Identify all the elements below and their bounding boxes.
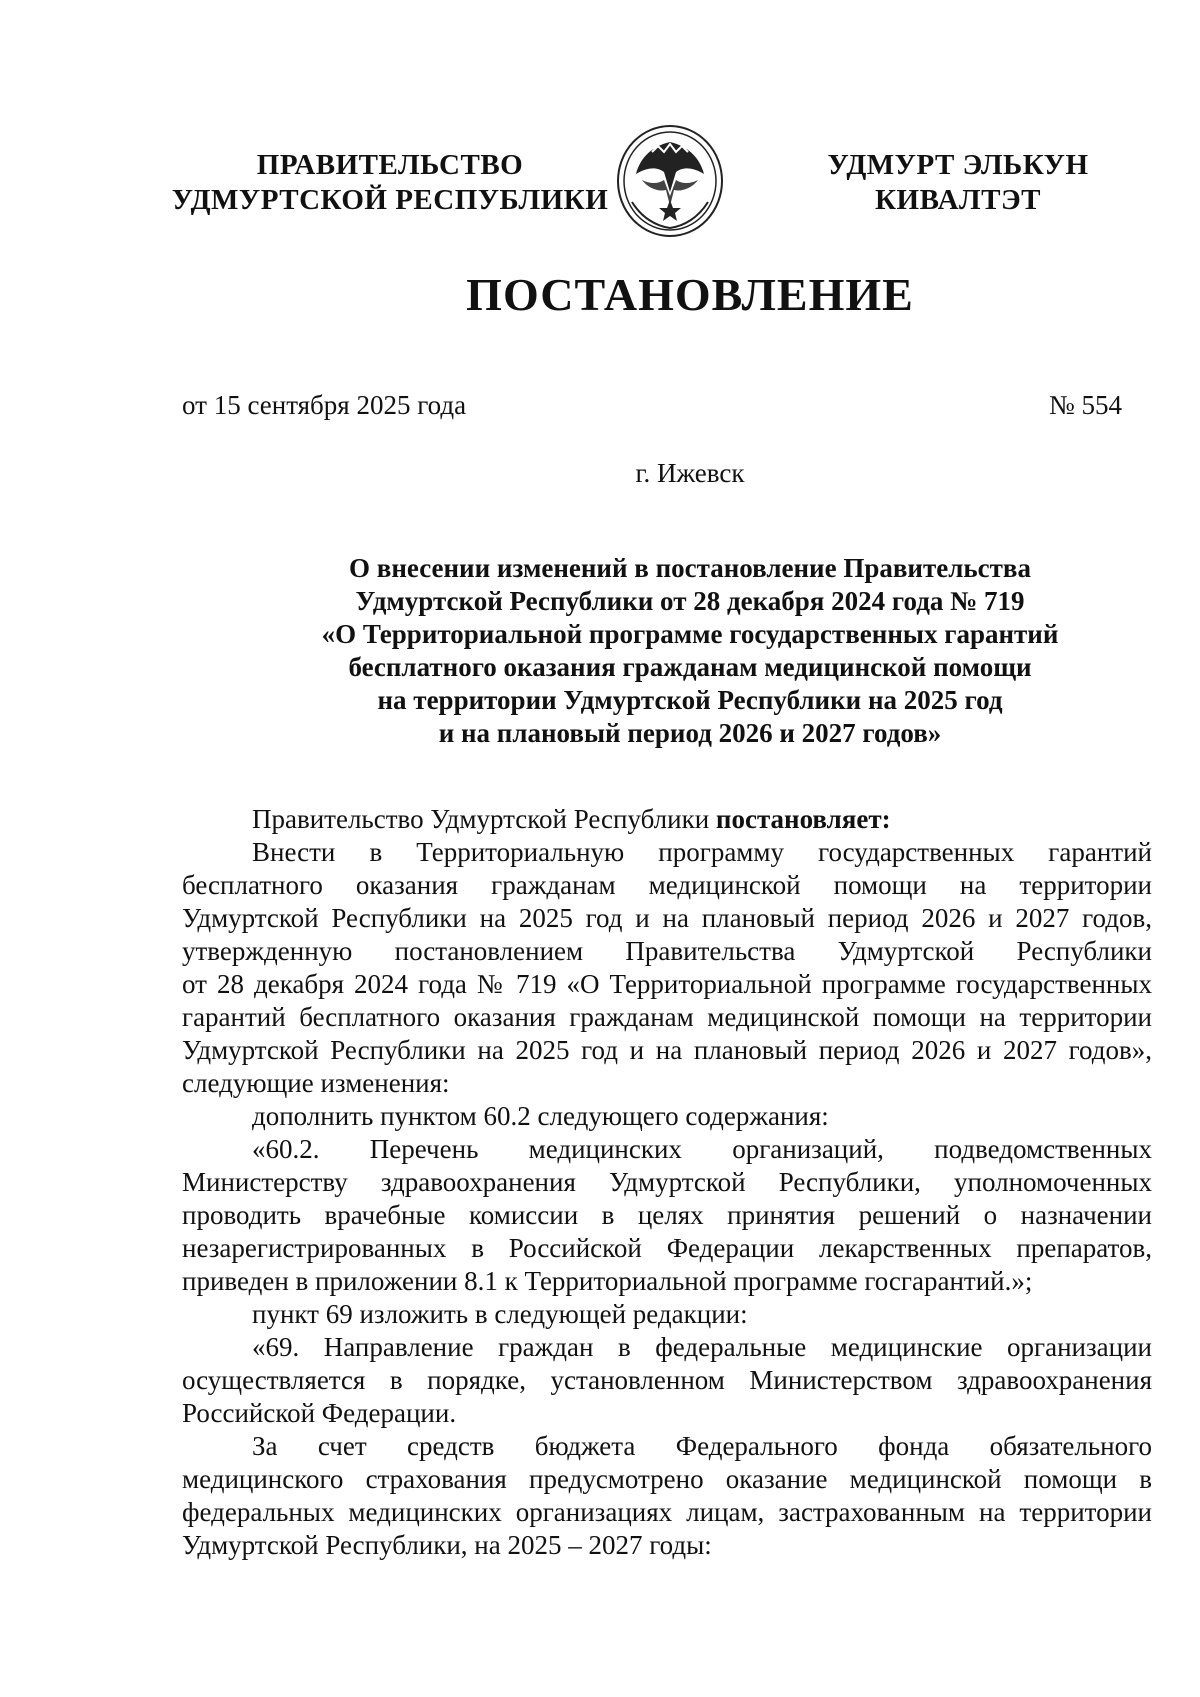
paragraph-line: Удмуртской Республики на 2025 год и на плановый период 2026 и 2027 годов»,: [182, 1035, 1152, 1065]
document-city: г. Ижевск: [635, 458, 745, 488]
subject-line: и на плановый период 2026 и 2027 годов»: [438, 718, 942, 748]
document-number: № 554: [1048, 390, 1122, 420]
paragraph-line: проводить врачебные комиссии в целях принятия решений о назначении: [182, 1200, 1152, 1230]
paragraph-line: незарегистрированных в Российской Федерации лекарственных препаратов,: [182, 1233, 1152, 1263]
paragraph-line: Внести в Территориальную программу государственных гарантий: [252, 837, 1152, 867]
subject-line: бесплатного оказания гражданам медицинской помощи: [348, 652, 1032, 682]
paragraph-line: осуществляется в порядке, установленном Министерством здравоохранения: [182, 1365, 1152, 1395]
issuer-name-udm: [808, 148, 1108, 218]
paragraph-line: «69. Направление граждан в федеральные медицинские организации: [252, 1332, 1152, 1362]
paragraph-point-69: [182, 1331, 1152, 1430]
document-subject: [220, 552, 1160, 750]
paragraph-line: Министерству здравоохранения Удмуртской Республики, уполномоченных: [182, 1167, 1152, 1197]
subject-line: на территории Удмуртской Республики на 2025 год: [377, 685, 1003, 715]
subject-line: О внесении изменений в постановление Правительства: [349, 553, 1031, 583]
paragraph-line: утвержденную постановлением Правительства Удмуртской Республики: [182, 936, 1152, 966]
paragraph-line: приведен в приложении 8.1 к Территориальной программе госгарантий.»;: [182, 1266, 1033, 1296]
paragraph-line: от 28 декабря 2024 года № 719 «О Территориальной программе государственных: [182, 969, 1152, 999]
issuer-udm-line-2: КИВАЛТЭТ: [874, 184, 1041, 216]
preamble-verb: постановляет:: [715, 804, 891, 834]
paragraph-line: следующие изменения:: [182, 1068, 450, 1098]
paragraph-line: бесплатного оказания гражданам медицинской помощи на территории: [182, 870, 1152, 900]
paragraph-line: Российской Федерации.: [182, 1398, 457, 1428]
paragraph-line: Удмуртской Республики на 2025 год и на плановый период 2026 и 2027 годов,: [182, 903, 1152, 933]
document-body: [182, 803, 1152, 1562]
document-type-title: [0, 268, 1200, 321]
issuer-line-1: ПРАВИТЕЛЬСТВО: [256, 149, 524, 181]
preamble-text: Правительство Удмуртской Республики: [252, 804, 716, 834]
subject-line: «О Территориальной программе государственных гарантий: [321, 619, 1059, 649]
paragraph-line: Удмуртской Республики, на 2025 – 2027 годы:: [182, 1530, 712, 1560]
document-type-text: ПОСТАНОВЛЕНИЕ: [466, 269, 914, 320]
paragraph-line: За счет средств бюджета Федерального фонда обязательного: [252, 1431, 1152, 1461]
paragraph-funding: [182, 1430, 1152, 1562]
coat-of-arms-udmurtia-icon: [612, 122, 728, 240]
paragraph-add-point: дополнить пунктом 60.2 следующего содержания:: [252, 1101, 829, 1131]
issuer-udm-line-1: УДМУРТ ЭЛЬКУН: [827, 149, 1089, 181]
subject-line: Удмуртской Республики от 28 декабря 2024 года № 719: [355, 586, 1025, 616]
paragraph-line: медицинского страхования предусмотрено оказание медицинской помощи в: [182, 1464, 1152, 1494]
resolution-preamble: [182, 803, 1152, 836]
issuer-name-ru: [160, 148, 620, 218]
paragraph-line: гарантий бесплатного оказания гражданам медицинской помощи на территории: [182, 1002, 1152, 1032]
paragraph-line: федеральных медицинских организациях лицам, застрахованным на территории: [182, 1497, 1152, 1527]
paragraph-line: «60.2. Перечень медицинских организаций, подведомственных: [252, 1134, 1152, 1164]
paragraph-point-69-intro: пункт 69 изложить в следующей редакции:: [252, 1299, 748, 1329]
issuer-line-2: УДМУРТСКОЙ РЕСПУБЛИКИ: [171, 184, 609, 216]
paragraph-point-60-2: [182, 1133, 1152, 1298]
paragraph-amend: [182, 836, 1152, 1100]
document-date: от 15 сентября 2025 года: [182, 390, 467, 420]
